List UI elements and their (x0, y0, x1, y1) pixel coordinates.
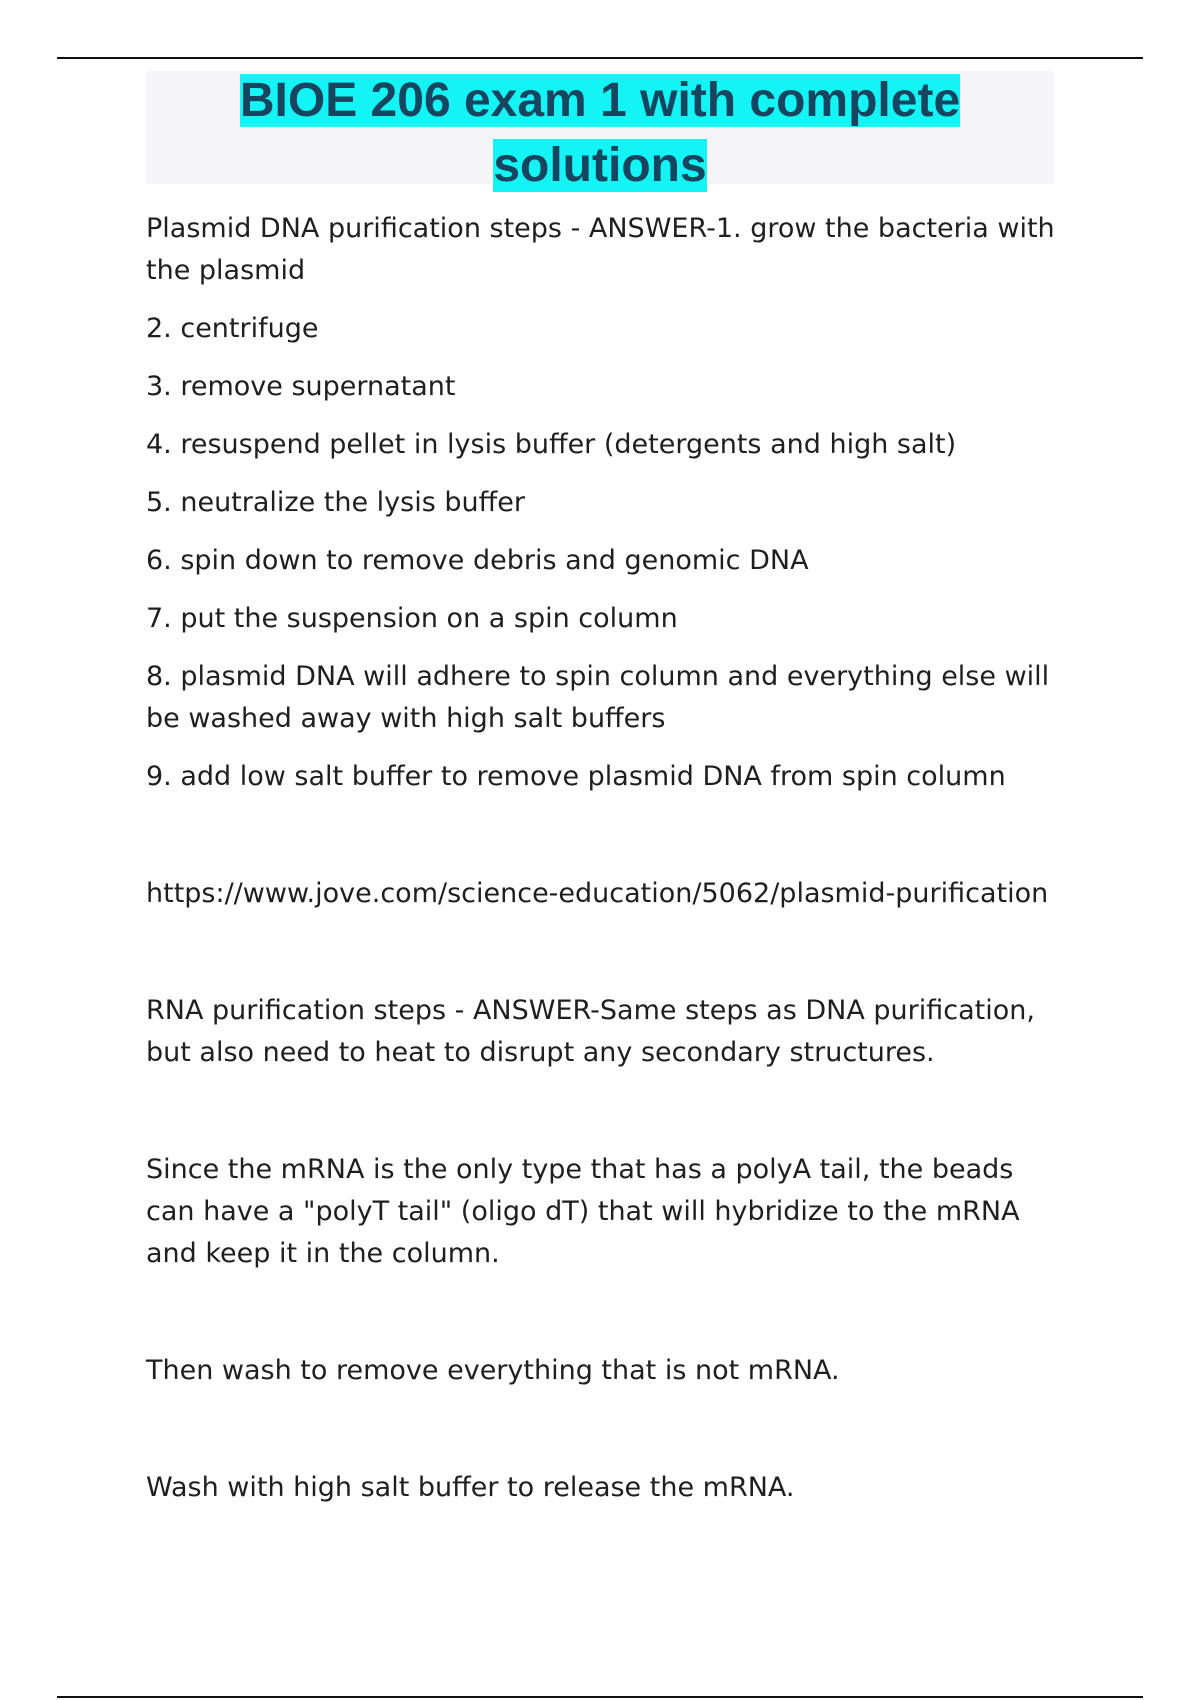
step-5: 5. neutralize the lysis buffer (146, 487, 525, 518)
page-title: BIOE 206 exam 1 with complete solutions (239, 74, 961, 192)
answer-plasmid-purification: Plasmid DNA purification steps - ANSWER-1. grow the bacteria with the plasmid (146, 213, 1055, 286)
answer-rna-purification: RNA purification steps - ANSWER-Same steps as DNA purification, but also need to heat to disrupt any secondary structures. (146, 995, 1035, 1068)
title-box (146, 71, 1054, 192)
wash-note: Then wash to remove everything that is not mRNA. (146, 1355, 840, 1386)
step-2: 2. centrifuge (146, 313, 319, 344)
step-3: 3. remove supernatant (146, 371, 456, 402)
top-rule (57, 57, 1143, 59)
step-4: 4. resuspend pellet in lysis buffer (detergents and high salt) (146, 429, 957, 460)
step-6: 6. spin down to remove debris and genomic DNA (146, 545, 809, 576)
step-8: 8. plasmid DNA will adhere to spin column and everything else will be washed away with high salt buffers (146, 661, 1050, 734)
release-note: Wash with high salt buffer to release the mRNA. (146, 1472, 795, 1503)
reference-link[interactable]: https://www.jove.com/science-education/5062/plasmid-purification (146, 878, 1049, 909)
step-7: 7. put the suspension on a spin column (146, 603, 678, 634)
mrna-polya-note: Since the mRNA is the only type that has a polyA tail, the beads can have a "polyT tail" (oligo dT) that will hybridize to the mRNA and keep it in the column. (146, 1154, 1020, 1269)
step-9: 9. add low salt buffer to remove plasmid DNA from spin column (146, 761, 1006, 792)
document-body (146, 208, 1066, 1509)
bottom-rule (57, 1696, 1143, 1698)
